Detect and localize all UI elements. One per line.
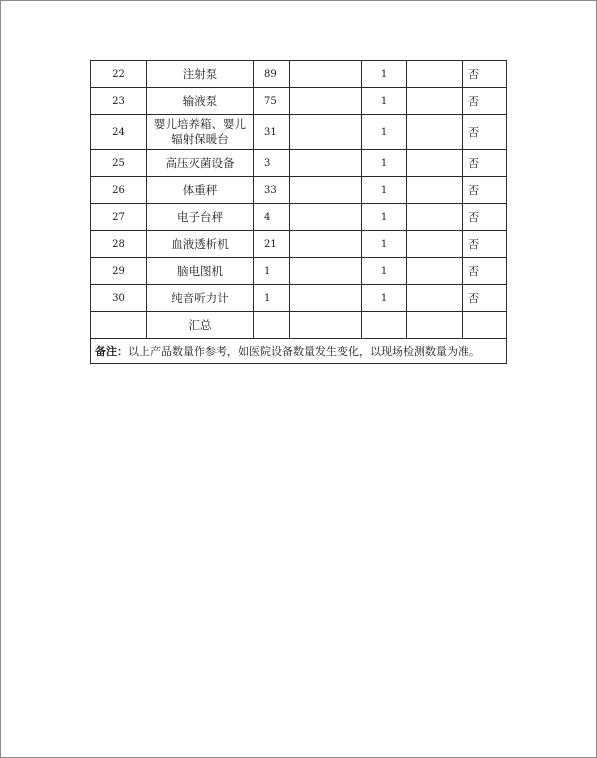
blank-cell — [407, 115, 463, 150]
yes-no-flag: 否 — [463, 150, 507, 177]
table-row — [91, 258, 507, 285]
yes-no-flag: 否 — [463, 88, 507, 115]
blank-cell — [407, 61, 463, 88]
row-number: 28 — [91, 231, 147, 258]
unit-count: 1 — [362, 115, 407, 150]
total-qty-cell — [254, 312, 290, 339]
equipment-quantity: 3 — [254, 150, 290, 177]
unit-count: 1 — [362, 231, 407, 258]
equipment-quantity: 31 — [254, 115, 290, 150]
row-number: 27 — [91, 204, 147, 231]
unit-count: 1 — [362, 258, 407, 285]
table-row — [91, 204, 507, 231]
blank-cell — [290, 61, 362, 88]
yes-no-flag: 否 — [463, 231, 507, 258]
table-row — [91, 61, 507, 88]
blank-cell — [407, 204, 463, 231]
blank-cell — [407, 177, 463, 204]
equipment-quantity: 75 — [254, 88, 290, 115]
equipment-name-line: 婴儿培养箱、婴儿 — [154, 117, 246, 131]
yes-no-flag: 否 — [463, 204, 507, 231]
unit-count: 1 — [362, 150, 407, 177]
equipment-quantity: 1 — [254, 285, 290, 312]
row-number: 23 — [91, 88, 147, 115]
blank-cell — [407, 150, 463, 177]
blank-cell — [290, 150, 362, 177]
note-row — [91, 339, 507, 364]
equipment-quantity: 1 — [254, 258, 290, 285]
table-row — [91, 115, 507, 150]
blank-cell — [407, 258, 463, 285]
row-number: 30 — [91, 285, 147, 312]
row-number: 22 — [91, 61, 147, 88]
equipment-quantity: 33 — [254, 177, 290, 204]
row-number: 26 — [91, 177, 147, 204]
equipment-name: 体重秤 — [147, 177, 254, 204]
blank-cell — [290, 115, 362, 150]
blank-cell — [290, 88, 362, 115]
table-row — [91, 88, 507, 115]
equipment-name: 纯音听力计 — [147, 285, 254, 312]
total-no-cell — [91, 312, 147, 339]
blank-cell — [407, 88, 463, 115]
yes-no-flag: 否 — [463, 285, 507, 312]
blank-cell — [290, 177, 362, 204]
table-body — [91, 61, 507, 364]
note-cell — [91, 339, 507, 364]
equipment-quantity: 21 — [254, 231, 290, 258]
total-flag-cell — [463, 312, 507, 339]
yes-no-flag: 否 — [463, 61, 507, 88]
total-col5-cell — [362, 312, 407, 339]
equipment-name-line: 辐射保暖台 — [171, 132, 229, 146]
blank-cell — [290, 285, 362, 312]
unit-count: 1 — [362, 285, 407, 312]
blank-cell — [407, 285, 463, 312]
row-number: 25 — [91, 150, 147, 177]
equipment-quantity: 89 — [254, 61, 290, 88]
row-number: 29 — [91, 258, 147, 285]
equipment-name: 电子台秤 — [147, 204, 254, 231]
unit-count: 1 — [362, 88, 407, 115]
table-row — [91, 150, 507, 177]
unit-count: 1 — [362, 204, 407, 231]
unit-count: 1 — [362, 177, 407, 204]
total-label: 汇总 — [147, 312, 254, 339]
yes-no-flag: 否 — [463, 258, 507, 285]
table-row — [91, 285, 507, 312]
blank-cell — [407, 231, 463, 258]
blank-cell — [290, 231, 362, 258]
table-row — [91, 231, 507, 258]
yes-no-flag: 否 — [463, 177, 507, 204]
note-text: 以上产品数量作参考，如医院设备数量发生变化，以现场检测数量为准。 — [128, 344, 480, 358]
equipment-table — [90, 60, 507, 364]
equipment-name: 血液透析机 — [147, 231, 254, 258]
yes-no-flag: 否 — [463, 115, 507, 150]
equipment-name — [147, 115, 254, 150]
note-label: 备注： — [95, 344, 128, 358]
unit-count: 1 — [362, 61, 407, 88]
blank-cell — [290, 258, 362, 285]
table-row — [91, 177, 507, 204]
equipment-quantity: 4 — [254, 204, 290, 231]
total-col4-cell — [290, 312, 362, 339]
total-col6-cell — [407, 312, 463, 339]
equipment-name: 脑电图机 — [147, 258, 254, 285]
equipment-name: 高压灭菌设备 — [147, 150, 254, 177]
equipment-name: 输液泵 — [147, 88, 254, 115]
blank-cell — [290, 204, 362, 231]
row-number: 24 — [91, 115, 147, 150]
total-row — [91, 312, 507, 339]
equipment-name: 注射泵 — [147, 61, 254, 88]
